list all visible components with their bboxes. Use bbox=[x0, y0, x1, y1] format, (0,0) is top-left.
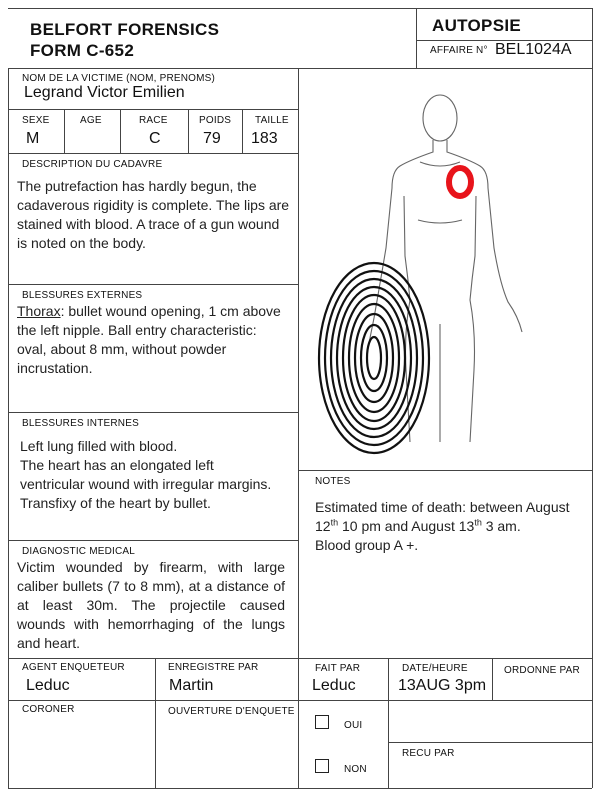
case-number: BEL1024A bbox=[495, 41, 572, 58]
form-title: AUTOPSIE bbox=[432, 16, 521, 35]
victim-name: Legrand Victor Emilien bbox=[24, 84, 185, 101]
frame-top bbox=[8, 8, 592, 9]
inquiry-no-label: NON bbox=[344, 764, 367, 775]
sex-value: M bbox=[26, 130, 40, 147]
received-label: RECU PAR bbox=[402, 748, 455, 759]
thorax-keyword: Thorax bbox=[17, 303, 61, 319]
wound-marker-icon bbox=[442, 163, 482, 203]
race-value: C bbox=[149, 130, 161, 147]
fingerprint-icon bbox=[314, 258, 434, 458]
footer-top-line bbox=[8, 658, 592, 659]
victim-name-label: NOM DE LA VICTIME (NOM, PRENOMS) bbox=[22, 73, 216, 84]
inquiry-label: OUVERTURE D'ENQUETE bbox=[168, 706, 295, 717]
inquiry-yes-label: OUI bbox=[344, 720, 363, 731]
internal-wounds-line2: The heart has an elongated left ventricular wound with irregular margins. Transfixy of the heart by bullet. bbox=[20, 457, 272, 511]
description-text: The putrefaction has hardly begun, the cadaverous rigidity is complete. The lips are stained with blood. A trace of a gun wound is noted on the body. bbox=[17, 178, 290, 251]
notes-sup-2: th bbox=[474, 517, 482, 528]
registered-label: ENREGISTRE PAR bbox=[168, 662, 259, 673]
inquiry-no-checkbox[interactable] bbox=[315, 759, 329, 773]
notes-time-a: Estimated time of death: between August 12 bbox=[315, 499, 570, 534]
internal-wounds-label: BLESSURES INTERNES bbox=[22, 418, 139, 429]
row-line-2 bbox=[8, 153, 298, 154]
diagnosis-label: DIAGNOSTIC MEDICAL bbox=[22, 546, 136, 557]
notes-sup-1: th bbox=[330, 517, 339, 528]
weight-label: POIDS bbox=[199, 115, 232, 126]
cell-line-b bbox=[120, 109, 121, 153]
form-number: FORM C-652 bbox=[30, 41, 135, 60]
inquiry-yes-checkbox[interactable] bbox=[315, 715, 329, 729]
footer-col-1 bbox=[155, 658, 156, 788]
registered-value: Martin bbox=[169, 677, 214, 694]
datetime-label: DATE/HEURE bbox=[402, 663, 468, 674]
notes-label: NOTES bbox=[315, 476, 351, 487]
internal-wounds-line1: Left lung filled with blood. bbox=[20, 438, 178, 454]
column-divider bbox=[298, 68, 299, 658]
footer-col-4 bbox=[492, 658, 493, 700]
row-line-3 bbox=[8, 284, 298, 285]
height-value: 183 bbox=[251, 130, 278, 147]
row-line-5 bbox=[8, 540, 298, 541]
frame-bottom bbox=[8, 788, 592, 789]
frame-left bbox=[8, 68, 9, 788]
case-number-label: AFFAIRE N° bbox=[430, 45, 488, 56]
external-wounds-detail: : bullet wound opening, 1 cm above the left nipple. Ball entry characteristic: oval, about 8 mm, without powder incrustation. bbox=[17, 303, 281, 376]
race-label: RACE bbox=[139, 115, 168, 126]
agent-value: Leduc bbox=[26, 677, 70, 694]
notes-text bbox=[315, 498, 577, 555]
footer-recu-line bbox=[388, 742, 592, 743]
description-label: DESCRIPTION DU CADAVRE bbox=[22, 159, 163, 170]
header-divider bbox=[416, 8, 417, 68]
cell-line-d bbox=[242, 109, 243, 153]
external-wounds-label: BLESSURES EXTERNES bbox=[22, 290, 143, 301]
done-by-label: FAIT PAR bbox=[315, 663, 361, 674]
notes-time-c: 3 am. bbox=[481, 518, 521, 534]
cell-line-a bbox=[64, 109, 65, 153]
header-bottom-line bbox=[8, 68, 592, 69]
internal-wounds-text bbox=[20, 437, 282, 513]
diagnosis-text: Victim wounded by firearm, with large caliber bullets (7 to 8 mm), at a distance of at least 30m. The projectile caused wounds with hemorrhaging of the lungs and heart. bbox=[17, 559, 285, 651]
footer-mid-line bbox=[8, 700, 592, 701]
footer-col-2 bbox=[298, 658, 299, 788]
datetime-value: 13AUG 3pm bbox=[398, 677, 487, 694]
agent-label: AGENT ENQUETEUR bbox=[22, 662, 125, 673]
frame-right bbox=[592, 8, 593, 788]
notes-top-line bbox=[298, 470, 592, 471]
weight-value: 79 bbox=[203, 130, 221, 147]
ordered-label: ORDONNE PAR bbox=[504, 665, 580, 676]
done-by-value: Leduc bbox=[312, 677, 356, 694]
row-line-4 bbox=[8, 412, 298, 413]
height-label: TAILLE bbox=[255, 115, 289, 126]
notes-time-b: 10 pm and August 13 bbox=[338, 518, 475, 534]
notes-blood-group: Blood group A +. bbox=[315, 537, 419, 553]
footer-col-3a bbox=[388, 658, 389, 700]
age-label: AGE bbox=[80, 115, 102, 126]
org-name: BELFORT FORENSICS bbox=[30, 20, 220, 39]
coroner-label: CORONER bbox=[22, 704, 75, 715]
footer-col-3b bbox=[388, 700, 389, 788]
row-line-1 bbox=[8, 109, 298, 110]
sex-label: SEXE bbox=[22, 115, 50, 126]
external-wounds-text bbox=[17, 302, 287, 378]
cell-line-c bbox=[188, 109, 189, 153]
